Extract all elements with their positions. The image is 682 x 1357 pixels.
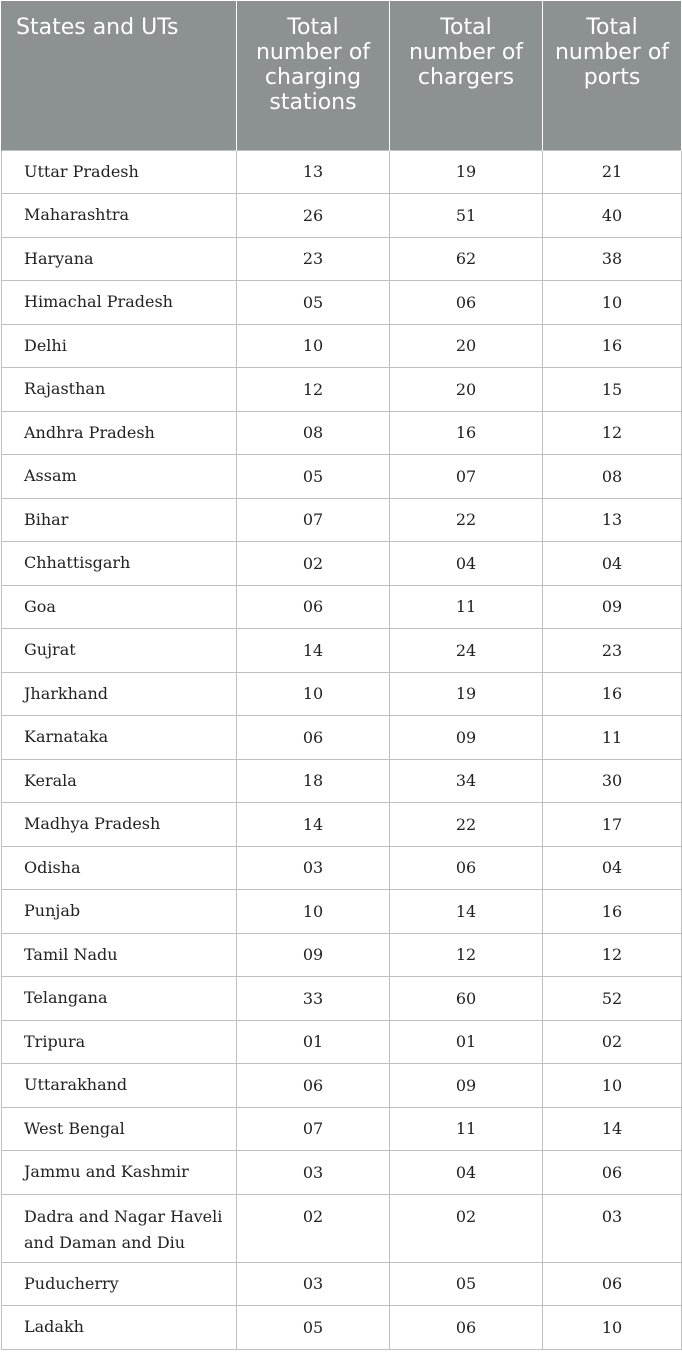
cell-state-name: Jharkhand bbox=[2, 672, 237, 716]
cell-charging-stations: 23 bbox=[237, 237, 390, 281]
cell-charging-stations: 03 bbox=[237, 1262, 390, 1306]
cell-ports: 02 bbox=[543, 1020, 682, 1064]
cell-state-name: Gujrat bbox=[2, 629, 237, 673]
cell-charging-stations: 10 bbox=[237, 672, 390, 716]
table-row bbox=[2, 150, 682, 194]
cell-chargers: 14 bbox=[390, 890, 543, 934]
cell-chargers: 19 bbox=[390, 150, 543, 194]
cell-ports: 16 bbox=[543, 324, 682, 368]
table-row bbox=[2, 629, 682, 673]
cell-chargers: 04 bbox=[390, 1151, 543, 1195]
cell-ports: 52 bbox=[543, 977, 682, 1021]
table-row bbox=[2, 1151, 682, 1195]
table-row bbox=[2, 542, 682, 586]
table-row bbox=[2, 411, 682, 455]
cell-state-name: Uttar Pradesh bbox=[2, 150, 237, 194]
cell-ports: 16 bbox=[543, 672, 682, 716]
table-row bbox=[2, 759, 682, 803]
cell-charging-stations: 05 bbox=[237, 1306, 390, 1350]
table-row bbox=[2, 237, 682, 281]
cell-chargers: 51 bbox=[390, 194, 543, 238]
cell-chargers: 09 bbox=[390, 716, 543, 760]
cell-state-name: Ladakh bbox=[2, 1306, 237, 1350]
header-chargers: Total number of chargers bbox=[390, 1, 543, 150]
table-row bbox=[2, 324, 682, 368]
cell-chargers: 04 bbox=[390, 542, 543, 586]
cell-ports: 38 bbox=[543, 237, 682, 281]
cell-ports: 17 bbox=[543, 803, 682, 847]
table-container bbox=[1, 1, 681, 1350]
cell-ports: 03 bbox=[543, 1194, 682, 1262]
cell-ports: 06 bbox=[543, 1262, 682, 1306]
table-row bbox=[2, 1064, 682, 1108]
table-row bbox=[2, 1107, 682, 1151]
cell-state-name: Assam bbox=[2, 455, 237, 499]
cell-state-name: Dadra and Nagar Haveli and Daman and Diu bbox=[2, 1194, 237, 1262]
cell-state-name: Goa bbox=[2, 585, 237, 629]
cell-charging-stations: 12 bbox=[237, 368, 390, 412]
cell-chargers: 20 bbox=[390, 324, 543, 368]
cell-charging-stations: 14 bbox=[237, 629, 390, 673]
cell-chargers: 22 bbox=[390, 803, 543, 847]
table-row bbox=[2, 846, 682, 890]
table-row bbox=[2, 1262, 682, 1306]
cell-ports: 10 bbox=[543, 1064, 682, 1108]
table-row bbox=[2, 455, 682, 499]
table-body bbox=[2, 150, 682, 1349]
header-states-uts: States and UTs bbox=[2, 1, 237, 150]
cell-charging-stations: 08 bbox=[237, 411, 390, 455]
cell-ports: 10 bbox=[543, 281, 682, 325]
table-row bbox=[2, 933, 682, 977]
cell-chargers: 62 bbox=[390, 237, 543, 281]
cell-ports: 08 bbox=[543, 455, 682, 499]
table-row bbox=[2, 890, 682, 934]
table-row bbox=[2, 977, 682, 1021]
header-charging-stations: Total number of charging stations bbox=[237, 1, 390, 150]
cell-chargers: 06 bbox=[390, 846, 543, 890]
cell-state-name: Kerala bbox=[2, 759, 237, 803]
cell-ports: 11 bbox=[543, 716, 682, 760]
table-row bbox=[2, 194, 682, 238]
cell-charging-stations: 06 bbox=[237, 1064, 390, 1108]
cell-chargers: 60 bbox=[390, 977, 543, 1021]
cell-charging-stations: 07 bbox=[237, 498, 390, 542]
cell-chargers: 16 bbox=[390, 411, 543, 455]
cell-chargers: 19 bbox=[390, 672, 543, 716]
cell-charging-stations: 06 bbox=[237, 585, 390, 629]
cell-ports: 12 bbox=[543, 933, 682, 977]
cell-ports: 40 bbox=[543, 194, 682, 238]
cell-ports: 06 bbox=[543, 1151, 682, 1195]
cell-state-name: West Bengal bbox=[2, 1107, 237, 1151]
cell-state-name: Haryana bbox=[2, 237, 237, 281]
cell-ports: 04 bbox=[543, 846, 682, 890]
cell-charging-stations: 05 bbox=[237, 455, 390, 499]
cell-state-name: Punjab bbox=[2, 890, 237, 934]
table-row bbox=[2, 281, 682, 325]
cell-state-name: Andhra Pradesh bbox=[2, 411, 237, 455]
cell-charging-stations: 33 bbox=[237, 977, 390, 1021]
cell-state-name: Uttarakhand bbox=[2, 1064, 237, 1108]
cell-ports: 12 bbox=[543, 411, 682, 455]
charging-stations-table bbox=[1, 1, 682, 1350]
cell-charging-stations: 09 bbox=[237, 933, 390, 977]
cell-ports: 16 bbox=[543, 890, 682, 934]
cell-chargers: 05 bbox=[390, 1262, 543, 1306]
cell-state-name: Tripura bbox=[2, 1020, 237, 1064]
cell-state-name: Bihar bbox=[2, 498, 237, 542]
cell-state-name: Odisha bbox=[2, 846, 237, 890]
table-row bbox=[2, 585, 682, 629]
table-header bbox=[2, 1, 682, 150]
cell-chargers: 20 bbox=[390, 368, 543, 412]
cell-ports: 30 bbox=[543, 759, 682, 803]
cell-charging-stations: 10 bbox=[237, 324, 390, 368]
cell-chargers: 11 bbox=[390, 585, 543, 629]
table-row bbox=[2, 1194, 682, 1262]
cell-ports: 14 bbox=[543, 1107, 682, 1151]
cell-state-name: Puducherry bbox=[2, 1262, 237, 1306]
table-row bbox=[2, 498, 682, 542]
header-ports: Total number of ports bbox=[543, 1, 682, 150]
cell-state-name: Delhi bbox=[2, 324, 237, 368]
cell-charging-stations: 05 bbox=[237, 281, 390, 325]
table-row bbox=[2, 803, 682, 847]
cell-ports: 23 bbox=[543, 629, 682, 673]
cell-charging-stations: 02 bbox=[237, 1194, 390, 1262]
cell-state-name: Telangana bbox=[2, 977, 237, 1021]
cell-chargers: 22 bbox=[390, 498, 543, 542]
cell-ports: 09 bbox=[543, 585, 682, 629]
cell-charging-stations: 14 bbox=[237, 803, 390, 847]
cell-state-name: Jammu and Kashmir bbox=[2, 1151, 237, 1195]
table-row bbox=[2, 368, 682, 412]
cell-charging-stations: 18 bbox=[237, 759, 390, 803]
cell-state-name: Himachal Pradesh bbox=[2, 281, 237, 325]
cell-chargers: 06 bbox=[390, 1306, 543, 1350]
cell-chargers: 34 bbox=[390, 759, 543, 803]
cell-charging-stations: 13 bbox=[237, 150, 390, 194]
table-row bbox=[2, 672, 682, 716]
cell-charging-stations: 03 bbox=[237, 846, 390, 890]
header-row bbox=[2, 1, 682, 150]
cell-state-name: Madhya Pradesh bbox=[2, 803, 237, 847]
cell-state-name: Tamil Nadu bbox=[2, 933, 237, 977]
cell-charging-stations: 10 bbox=[237, 890, 390, 934]
cell-charging-stations: 07 bbox=[237, 1107, 390, 1151]
cell-chargers: 06 bbox=[390, 281, 543, 325]
table-row bbox=[2, 716, 682, 760]
cell-ports: 21 bbox=[543, 150, 682, 194]
table-row bbox=[2, 1020, 682, 1064]
table-row bbox=[2, 1306, 682, 1350]
cell-chargers: 24 bbox=[390, 629, 543, 673]
cell-chargers: 12 bbox=[390, 933, 543, 977]
cell-ports: 10 bbox=[543, 1306, 682, 1350]
cell-ports: 04 bbox=[543, 542, 682, 586]
cell-chargers: 01 bbox=[390, 1020, 543, 1064]
cell-charging-stations: 26 bbox=[237, 194, 390, 238]
cell-state-name: Karnataka bbox=[2, 716, 237, 760]
cell-state-name: Rajasthan bbox=[2, 368, 237, 412]
cell-charging-stations: 01 bbox=[237, 1020, 390, 1064]
cell-charging-stations: 06 bbox=[237, 716, 390, 760]
cell-charging-stations: 03 bbox=[237, 1151, 390, 1195]
cell-state-name: Chhattisgarh bbox=[2, 542, 237, 586]
cell-ports: 15 bbox=[543, 368, 682, 412]
cell-chargers: 07 bbox=[390, 455, 543, 499]
cell-chargers: 02 bbox=[390, 1194, 543, 1262]
cell-ports: 13 bbox=[543, 498, 682, 542]
cell-state-name: Maharashtra bbox=[2, 194, 237, 238]
cell-charging-stations: 02 bbox=[237, 542, 390, 586]
cell-chargers: 11 bbox=[390, 1107, 543, 1151]
cell-chargers: 09 bbox=[390, 1064, 543, 1108]
